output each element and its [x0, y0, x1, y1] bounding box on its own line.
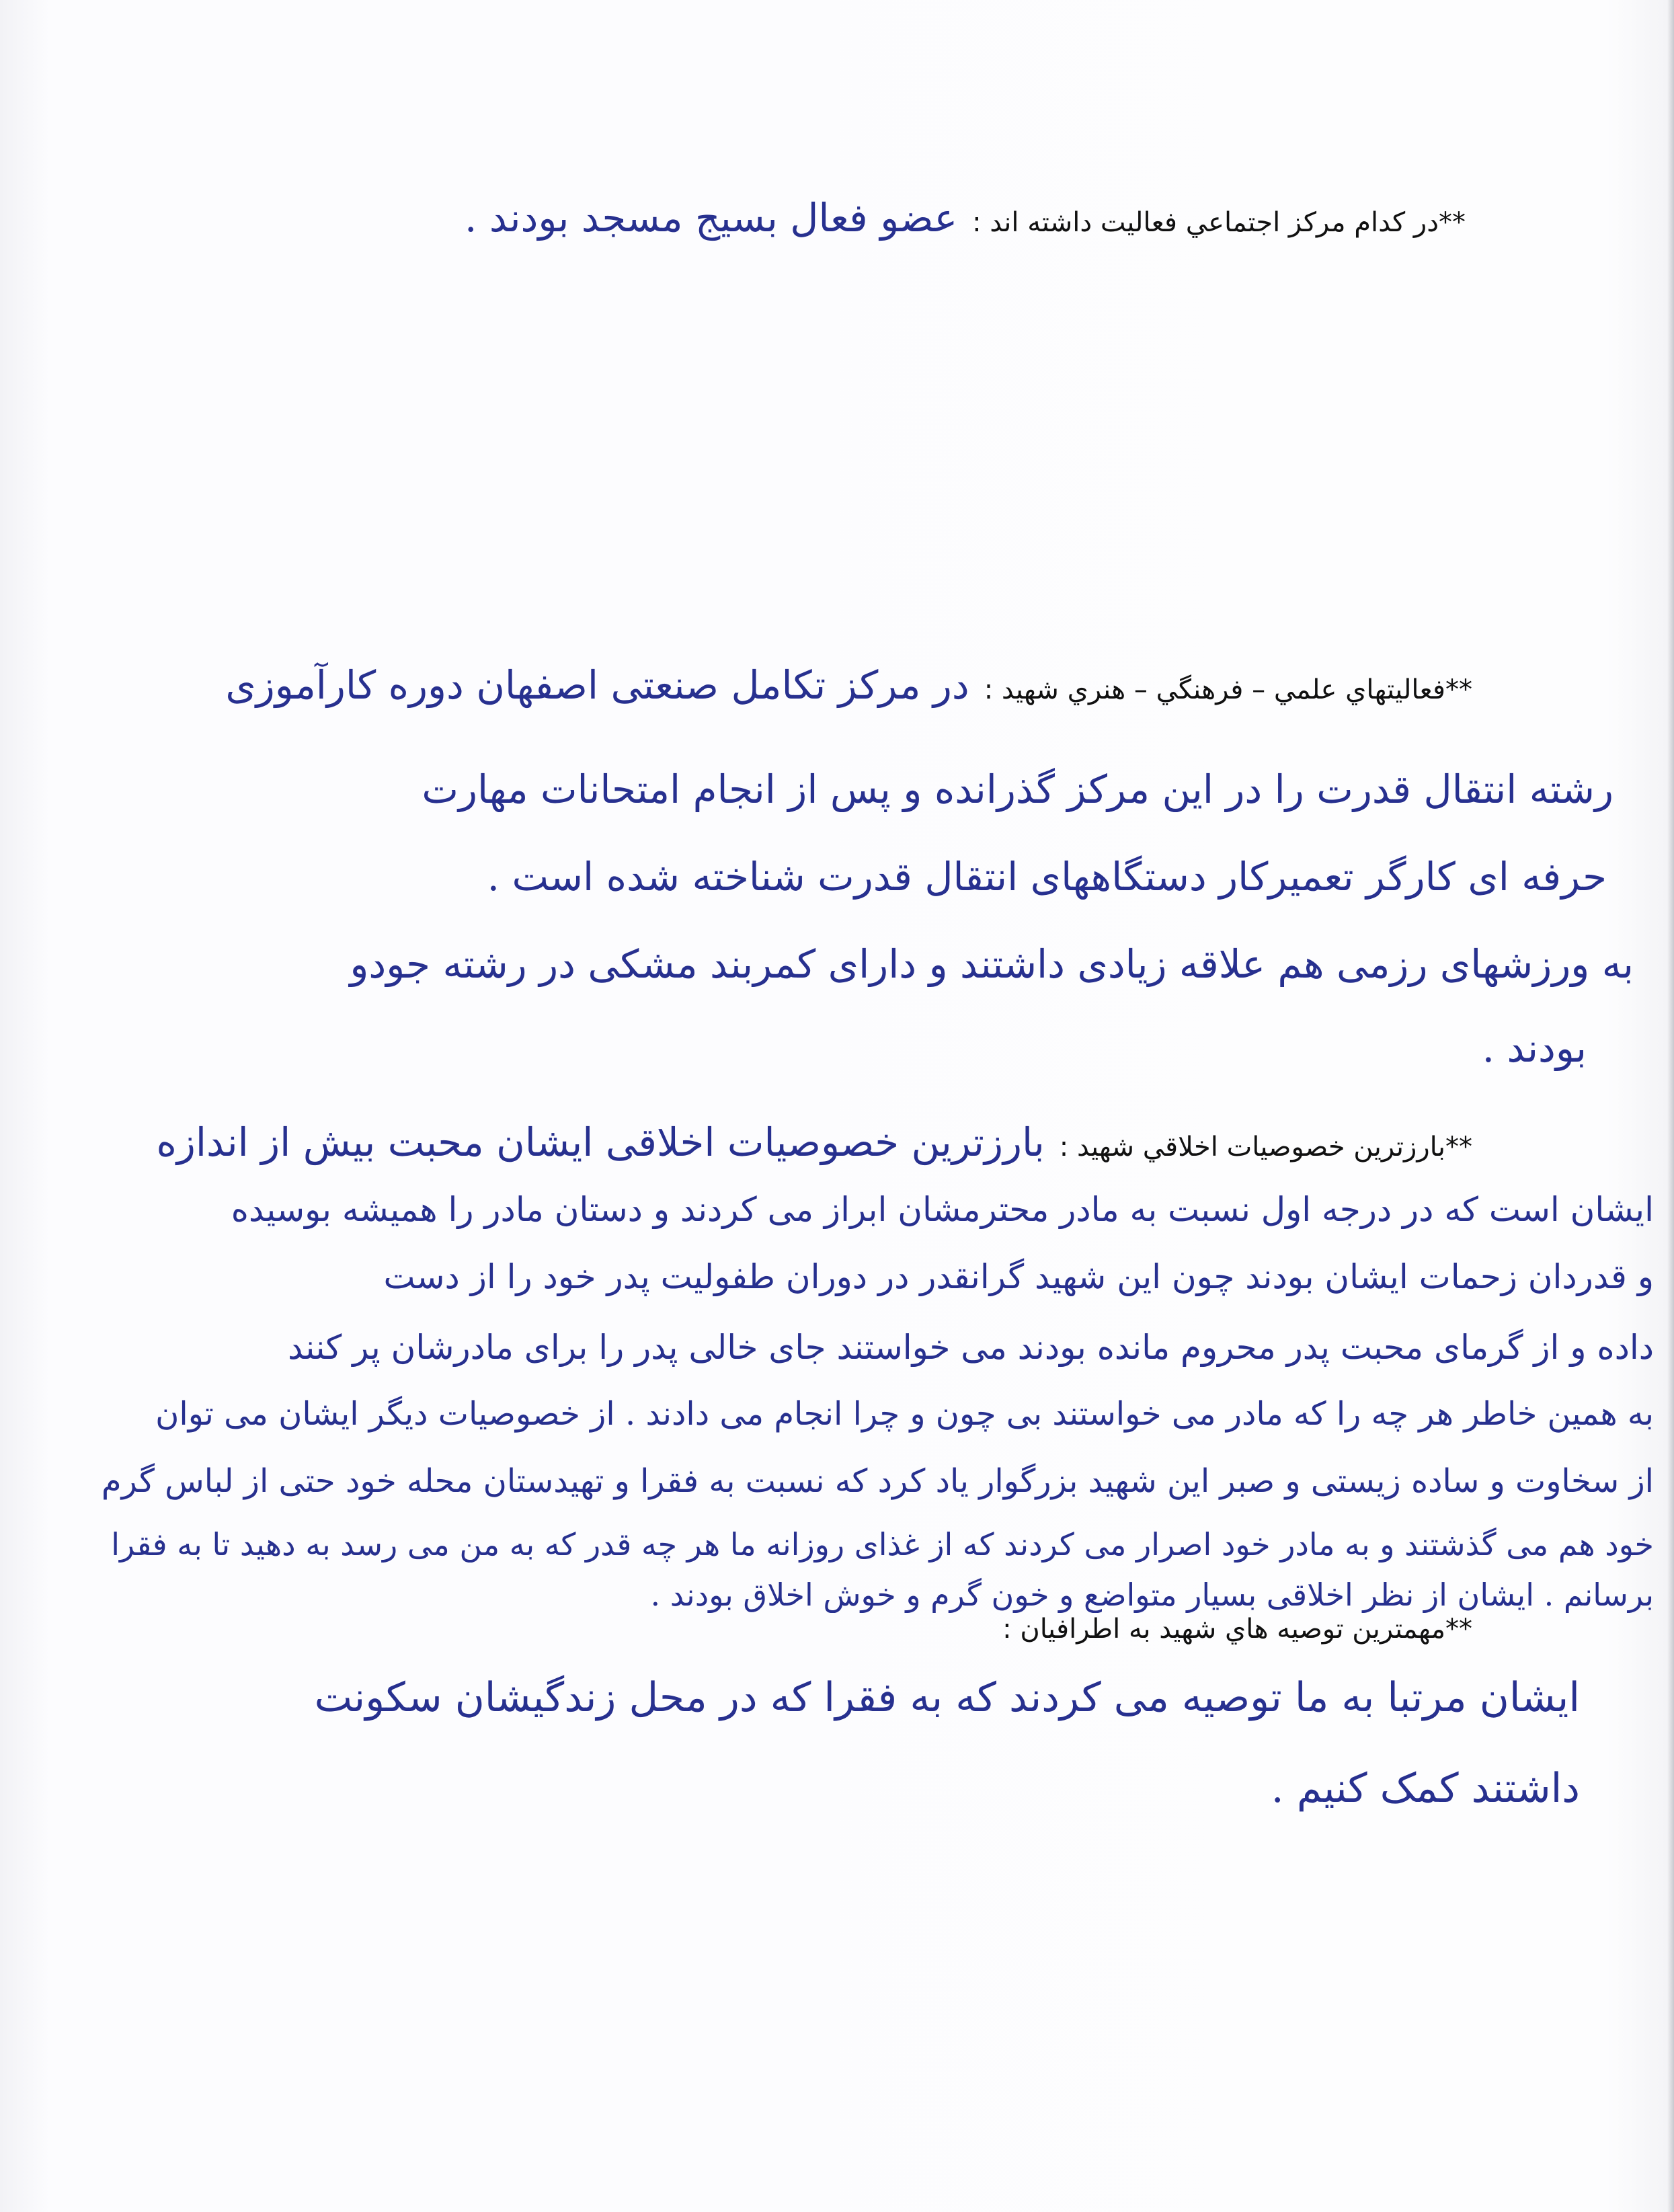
answer-activities-line-4: به ورزشهای رزمی هم علاقه زیادی داشتند و دارای کمربند مشکی در رشته جودو — [350, 941, 1634, 987]
answer-advice-line-1: ایشان مرتبا به ما توصیه می کردند که به فقرا که در محل زندگیشان سکونت — [314, 1674, 1580, 1721]
section-2-row — [225, 662, 1472, 708]
answer-social-center: عضو فعال بسیج مسجد بودند . — [465, 195, 958, 241]
answer-traits-line-2: ایشان است که در درجه اول نسبت به مادر محترمشان ابراز می کردند و دستان مادر را همیشه بوسیده — [231, 1190, 1654, 1229]
answer-traits-line-4: داده و از گرمای محبت پدر محروم مانده بودند می خواستند جای خالی پدر را برای مادرشان پر کنند — [288, 1328, 1654, 1367]
answer-activities-line-3: حرفه ای کارگر تعمیرکار دستگاههای انتقال قدرت شناخته شده است . — [487, 854, 1607, 900]
answer-advice-line-2: داشتند کمک کنیم . — [1271, 1765, 1580, 1812]
section-3-row — [157, 1119, 1472, 1165]
section-1-row — [465, 195, 1466, 241]
answer-traits-line-6: از سخاوت و ساده زیستی و صبر این شهید بزرگوار یاد کرد که نسبت به فقرا و تهیدستان محله خود حتی از لباس گرم — [101, 1462, 1654, 1500]
page-edge-shadow — [1667, 0, 1674, 2212]
answer-traits-line-5: به همین خاطر هر چه را که مادر می خواستند بی چون و چرا انجام می دادند . از خصوصیات دیگر ایشان می توان — [155, 1395, 1654, 1433]
question-activities: **فعاليتهاي علمي – فرهنگي – هنري شهيد : — [984, 674, 1472, 705]
question-traits: **بارزترين خصوصيات اخلاقي شهيد : — [1059, 1132, 1472, 1162]
answer-activities-line-5: بودند . — [1482, 1025, 1587, 1071]
answer-activities-line-1: در مرکز تکامل صنعتی اصفهان دوره کارآموزی — [225, 662, 969, 708]
show-through-ghost-2 — [27, 303, 1627, 356]
answer-traits-line-8: برسانم . ایشان از نظر اخلاقی بسیار متواضع و خون گرم و خوش اخلاق بودند . — [650, 1577, 1654, 1613]
answer-traits-line-7: خود هم می گذشتند و به مادر خود اصرار می کردند که از غذای روزانه ما هر چه قدر که به من می رسد به دهید تا به فقرا — [111, 1526, 1654, 1563]
answer-traits-line-3: و قدردان زحمات ایشان بودند چون این شهید گرانقدر در دوران طفولیت پدر خود را از دست — [383, 1257, 1654, 1296]
question-social-center: **در کدام مرکز اجتماعي فعاليت داشته اند : — [972, 207, 1466, 238]
answer-traits-line-1: بارزترین خصوصیات اخلاقی ایشان محبت بیش از اندازه — [156, 1119, 1045, 1165]
question-advice: **مهمترين توصيه هاي شهيد به اطرافيان : — [1002, 1614, 1472, 1645]
answer-activities-line-2: رشته انتقال قدرت را در این مرکز گذرانده و پس از انجام امتحانات مهارت — [422, 766, 1613, 812]
